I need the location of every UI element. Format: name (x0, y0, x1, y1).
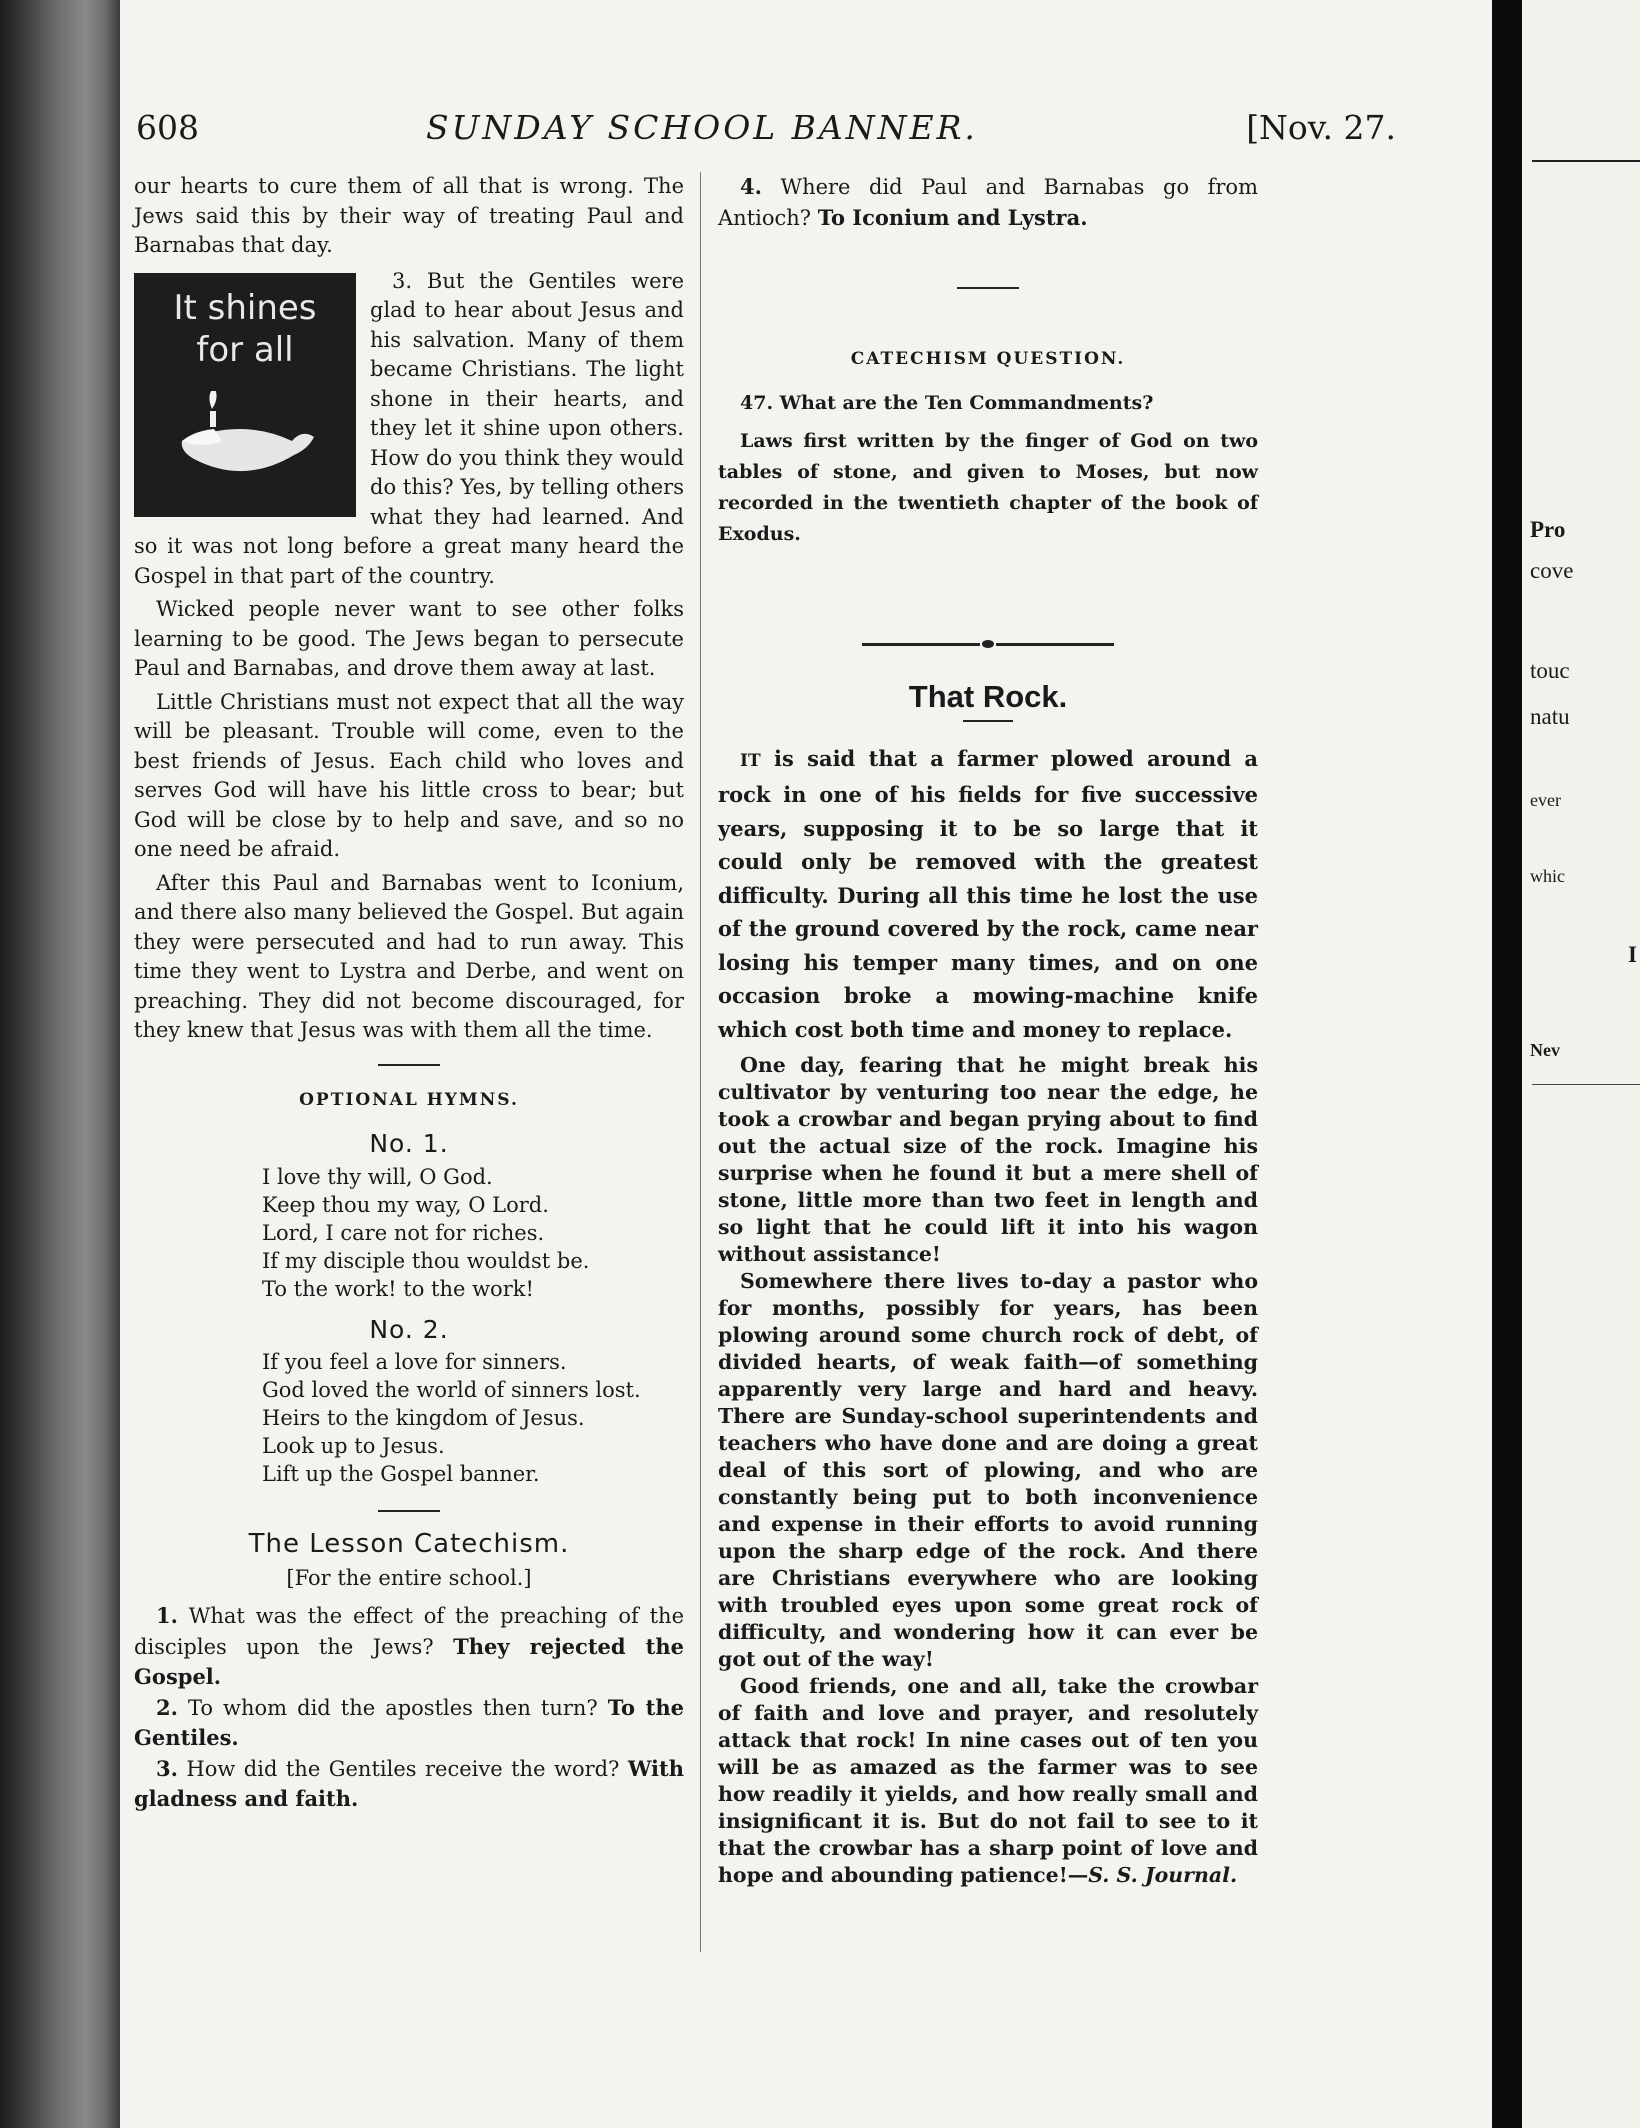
article-paragraph (718, 1673, 1258, 1889)
hymn-line: God loved the world of sinners lost. (262, 1378, 641, 1402)
answer-text: To the Gentiles. (134, 1694, 684, 1750)
title-rule (963, 720, 1013, 722)
hymn-line: Look up to Jesus. (262, 1434, 445, 1458)
catechism-question-heading: CATECHISM QUESTION. (850, 349, 1126, 369)
hymn-line: To the work! to the work! (262, 1276, 534, 1301)
article-source: S. S. Journal. (1088, 1863, 1238, 1887)
catechism-answer: Laws first written by the finger of God on two tables of stone, and given to Moses, but now recorded in the twentieth chapter of the book of Exodus. (718, 430, 1258, 545)
catechism-subheading: [For the entire school.] (286, 1565, 532, 1590)
question-number: 4. (740, 174, 762, 199)
article-title: That Rock. (908, 679, 1068, 714)
hymn-line: If you feel a love for sinners. (262, 1350, 567, 1374)
hymn-line: Heirs to the kingdom of Jesus. (262, 1406, 585, 1430)
hymn-2 (134, 1348, 684, 1488)
facing-page-fragment: touc (1530, 658, 1570, 683)
hymn-line: Lord, I care not for riches. (262, 1220, 545, 1245)
question-text: Where did Paul and Barnabas go from Antioch? (718, 175, 1258, 230)
paragraph-text: Good friends, one and all, take the crowbar of faith and love and prayer, and resolutely attack that rock! In nine cases out of ten you will be as amazed as the farmer was to see how readily it yields, and how really small and insignificant it is. But do not fail to see to it that the crowbar has a sharp point of love and hope and abounding patience!— (718, 1674, 1258, 1887)
paragraph: Wicked people never want to see other folks learning to be good. The Jews began to persecute Paul and Barnabas, and drove them away at last. (134, 597, 684, 680)
hymn-line: Keep thou my way, O Lord. (262, 1192, 549, 1217)
facing-page-fragment: Nev (1530, 1040, 1560, 1060)
catechism-heading: The Lesson Catechism. (248, 1529, 570, 1559)
facing-page-edge (1522, 0, 1640, 2128)
paragraph: Little Christians must not expect that all the way will be pleasant. Trouble will come, even to the best friends of Jesus. Each child who loves and serves God will have his little cross to bear; but God will be close by to help and save, and so no one need be afraid. (134, 689, 684, 861)
catechism-question-3 (134, 1754, 684, 1815)
facing-page-fragment: whic (1530, 866, 1565, 886)
lead-in-word: IT (740, 750, 761, 771)
article-paragraph: Somewhere there lives to-day a pastor who for months, possibly for years, has been plowing around some church rock of debt, of divided hearts, of weak faith—of something apparently very large and hard and heavy. There are Sunday-school superintendents and teachers who have done and are doing a great deal of this sort of plowing, and who are constantly being put to both inconvenience and expense in their efforts to avoid running upon the sharp edge of the rock. And there are Christians everywhere who are looking with troubled eyes upon some great rock of difficulty, and wondering how it can ever be got out of the way! (718, 1269, 1258, 1671)
answer-text: To Iconium and Lystra. (817, 204, 1088, 230)
hymn-1 (134, 1163, 684, 1303)
catechism-question-1 (134, 1601, 684, 1693)
section-rule (378, 1510, 440, 1512)
article-paragraph: One day, fearing that he might break his cultivator by venturing too near the edge, he took a crowbar and began prying about to find out the actual size of the rock. Imagine his surprise when he found it but a mere shell of stone, little more than two feet in length and so light that he could lift it into his wagon without assistance! (718, 1053, 1258, 1266)
question-text: What was the effect of the preaching of the disciples upon the Jews? (134, 1604, 684, 1659)
oil-lamp-icon (162, 391, 332, 501)
ornamental-rule (718, 640, 1258, 648)
section-rule (378, 1064, 440, 1066)
running-header (136, 108, 1396, 158)
paragraph: 3. But the Gentiles were glad to hear about Jesus and his salvation. Many of them became Christians. The light shone in their hearts, and they let it shine upon others. How do you think they would do this? Yes, by telling others what they had learned. And so it was not long before a great many heard the Gospel in that part of the country. (134, 268, 684, 588)
right-column (718, 172, 1258, 1889)
page-number: 608 (136, 108, 199, 147)
book-spine-edge (0, 0, 120, 2128)
facing-page-fragment: I (1628, 942, 1637, 967)
hymn-line: If my disciple thou wouldst be. (262, 1248, 590, 1273)
facing-page-rule (1532, 160, 1640, 162)
publication-title: SUNDAY SCHOOL BANNER. (426, 108, 978, 147)
facing-page-fragment: cove (1530, 558, 1574, 583)
catechism-question-4 (718, 172, 1258, 233)
hymn-2-title: No. 2. (369, 1314, 449, 1344)
page-gutter (1492, 0, 1522, 2128)
section-rule (957, 287, 1019, 289)
paragraph-text: is said that a farmer plowed around a rock in one of his fields for five successive years, supposing it to be so large that it could only be removed with the greatest difficulty. During all this time he lost the use of the ground covered by the rock, came near losing his temper many times, and on one occasion broke a mowing-machine knife which cost both time and money to replace. (718, 745, 1258, 1042)
hymns-heading: OPTIONAL HYMNS. (299, 1089, 519, 1110)
article-paragraph (718, 742, 1258, 1047)
facing-page-fragment: ever (1530, 790, 1561, 810)
facing-page-fragment: natu (1530, 704, 1570, 729)
question-number: 2. (156, 1694, 178, 1720)
hymn-line: Lift up the Gospel banner. (262, 1462, 540, 1486)
answer-text: With gladness and faith. (134, 1755, 684, 1811)
column-divider (700, 172, 701, 1952)
hymn-1-title: No. 1. (369, 1129, 449, 1158)
question-text: How did the Gentiles receive the word? (186, 1756, 620, 1781)
answer-text: They rejected the Gospel. (134, 1633, 685, 1689)
paragraph: After this Paul and Barnabas went to Iconium, and there also many believed the Gospel. But again they were persecuted and had to run away. This time they went to Lystra and Derbe, and went on preaching. They did not become discouraged, for they knew that Jesus was with them all the time. (134, 870, 684, 1042)
catechism-question-2 (134, 1693, 684, 1754)
left-column (134, 172, 684, 1815)
facing-page-rule (1532, 1084, 1640, 1085)
paragraph: our hearts to cure them of all that is wrong. The Jews said this by their way of treating Paul and Barnabas that day. (134, 174, 684, 257)
catechism-question: 47. What are the Ten Commandments? (740, 391, 1154, 414)
question-number: 3. (156, 1755, 178, 1781)
question-number: 1. (156, 1603, 178, 1628)
hymn-line: I love thy will, O God. (262, 1164, 493, 1189)
question-text: To whom did the apostles then turn? (187, 1695, 598, 1720)
facing-page-fragment: Pro (1530, 517, 1566, 542)
emblem-caption: It shines for all (173, 287, 317, 370)
lamp-emblem-image (134, 273, 356, 517)
issue-date: [Nov. 27. (1246, 108, 1396, 147)
